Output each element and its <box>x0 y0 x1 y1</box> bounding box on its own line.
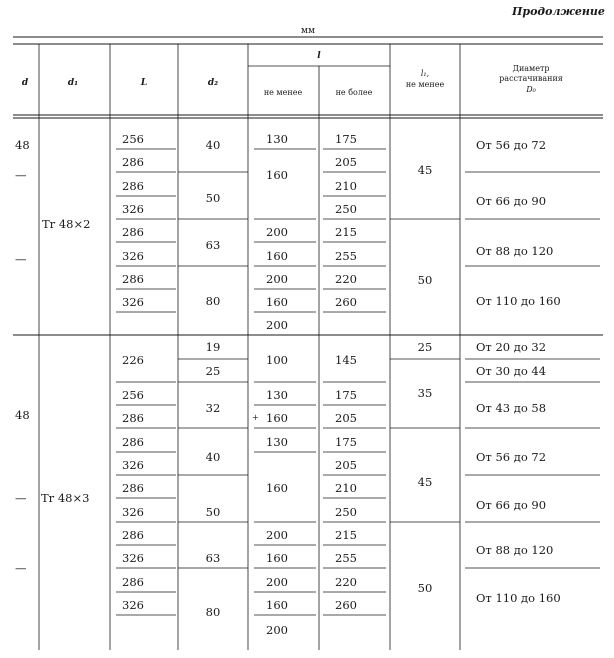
header-l1-min: не менее <box>405 80 445 89</box>
l1-cell: 25 <box>417 340 433 354</box>
dash-mark: — <box>15 252 27 266</box>
d0-cell: От 20 до 32 <box>476 340 547 354</box>
l-max-cell: 145 <box>335 353 357 367</box>
d2-cell: 63 <box>205 238 221 252</box>
L-cell: 286 <box>122 179 144 193</box>
l-min-cell: 160 <box>266 168 288 182</box>
l-max-cell: 260 <box>335 598 357 612</box>
header-d1: d₁ <box>67 78 79 88</box>
d2-cell: 32 <box>205 401 221 415</box>
l-max-cell: 215 <box>335 528 357 542</box>
l1-cell: 50 <box>417 273 433 287</box>
header-d2: d₂ <box>207 78 219 88</box>
l1-cell: 45 <box>417 475 433 489</box>
l-min-cell: 160 <box>266 551 288 565</box>
L-cell: 286 <box>122 411 144 425</box>
d2-cell: 50 <box>205 191 221 205</box>
d2-cell: 19 <box>205 340 221 354</box>
d0-cell: От 43 до 58 <box>476 401 547 415</box>
l-max-cell: 210 <box>335 481 357 495</box>
l-max-cell: 250 <box>335 202 357 216</box>
L-cell: 256 <box>122 388 144 402</box>
units-label: мм <box>300 26 316 36</box>
l-min-cell: 160 <box>266 249 288 263</box>
header-l-max: не более <box>335 88 373 97</box>
l-max-cell: 260 <box>335 295 357 309</box>
d-value: 48 <box>15 408 30 422</box>
header-l-min: не менее <box>263 88 303 97</box>
L-cell: 286 <box>122 481 144 495</box>
d2-cell: 40 <box>205 450 221 464</box>
dash-mark: — <box>15 491 27 505</box>
L-cell: 286 <box>122 528 144 542</box>
L-cell: 286 <box>122 155 144 169</box>
dash-mark: — <box>15 561 27 575</box>
d0-cell: От 66 до 90 <box>476 498 547 512</box>
d0-cell: От 56 до 72 <box>476 450 547 464</box>
header-d0-line1: Диаметр <box>512 64 550 73</box>
d0-cell: От 88 до 120 <box>476 244 554 258</box>
l-min-cell: 200 <box>266 575 288 589</box>
l-max-cell: 205 <box>335 458 357 472</box>
d2-cell: 80 <box>205 605 221 619</box>
l-max-cell: 215 <box>335 225 357 239</box>
l-max-cell: 205 <box>335 411 357 425</box>
l-max-cell: 220 <box>335 575 357 589</box>
stray-mark: + <box>252 413 259 422</box>
l1-cell: 50 <box>417 581 433 595</box>
l-max-cell: 255 <box>335 551 357 565</box>
l-max-cell: 175 <box>335 435 357 449</box>
l1-cell: 35 <box>417 386 433 400</box>
header-d: d <box>21 78 29 88</box>
l-min-cell: 160 <box>266 481 288 495</box>
l-max-cell: 255 <box>335 249 357 263</box>
d1-value: Tr 48×3 <box>41 491 90 505</box>
L-cell: 226 <box>122 353 144 367</box>
l-max-cell: 220 <box>335 272 357 286</box>
header-d0-line2: расстачивания <box>499 74 563 83</box>
L-cell: 286 <box>122 225 144 239</box>
l-min-cell: 160 <box>266 295 288 309</box>
L-cell: 326 <box>122 551 144 565</box>
d2-cell: 25 <box>205 364 221 378</box>
L-cell: 326 <box>122 295 144 309</box>
continuation-label: Продолжение <box>512 5 605 18</box>
l-min-cell: 100 <box>266 353 288 367</box>
l-max-cell: 210 <box>335 179 357 193</box>
L-cell: 286 <box>122 272 144 286</box>
L-cell: 286 <box>122 575 144 589</box>
d0-cell: От 110 до 160 <box>476 591 561 605</box>
d0-cell: От 66 до 90 <box>476 194 547 208</box>
L-cell: 326 <box>122 202 144 216</box>
header-l: l <box>317 51 321 61</box>
d2-cell: 50 <box>205 505 221 519</box>
l-min-cell: 200 <box>266 225 288 239</box>
L-cell: 256 <box>122 132 144 146</box>
d0-cell: От 30 до 44 <box>476 364 547 378</box>
l-min-cell: 200 <box>266 623 288 637</box>
l-min-cell: 200 <box>266 318 288 332</box>
d1-value: Tr 48×2 <box>42 217 91 231</box>
l-min-cell: 200 <box>266 272 288 286</box>
l-max-cell: 250 <box>335 505 357 519</box>
d2-cell: 63 <box>205 551 221 565</box>
L-cell: 326 <box>122 598 144 612</box>
l-min-cell: 160 <box>266 598 288 612</box>
l-min-cell: 160 <box>266 411 288 425</box>
l-max-cell: 175 <box>335 132 357 146</box>
L-cell: 326 <box>122 458 144 472</box>
l-max-cell: 175 <box>335 388 357 402</box>
header-l1: l₁, <box>420 69 430 78</box>
d2-cell: 80 <box>205 294 221 308</box>
dash-mark: — <box>15 168 27 182</box>
d0-cell: От 110 до 160 <box>476 294 561 308</box>
L-cell: 326 <box>122 505 144 519</box>
l-min-cell: 200 <box>266 528 288 542</box>
l-min-cell: 130 <box>266 388 288 402</box>
d2-cell: 40 <box>205 138 221 152</box>
header-d0-symbol: D₀ <box>526 85 536 94</box>
header-L: L <box>140 78 148 88</box>
l-max-cell: 205 <box>335 155 357 169</box>
L-cell: 326 <box>122 249 144 263</box>
L-cell: 286 <box>122 435 144 449</box>
d0-cell: От 56 до 72 <box>476 138 547 152</box>
l1-cell: 45 <box>417 163 433 177</box>
d0-cell: От 88 до 120 <box>476 543 554 557</box>
d-value: 48 <box>15 138 30 152</box>
l-min-cell: 130 <box>266 435 288 449</box>
l-min-cell: 130 <box>266 132 288 146</box>
